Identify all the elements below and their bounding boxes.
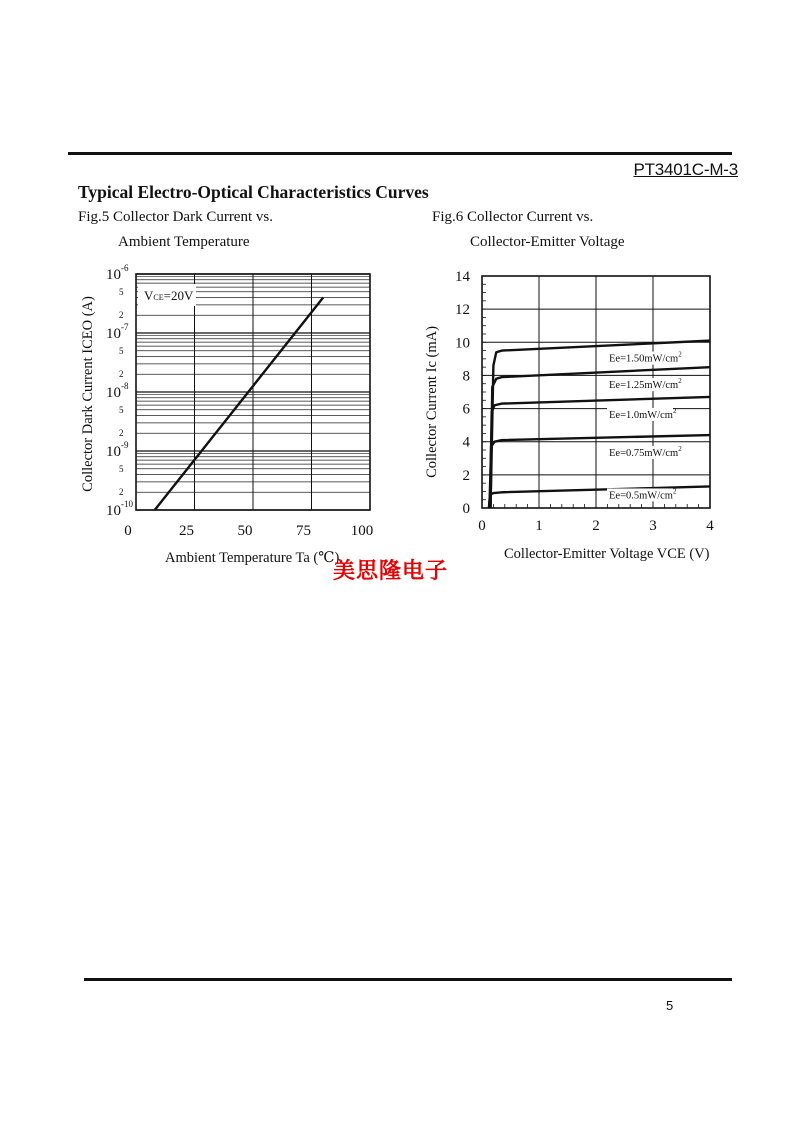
fig6-caption-line1: Fig.6 Collector Current vs. [432, 209, 594, 225]
fig6-series-label-exponent: 2 [678, 350, 682, 359]
fig5-y-minor-label: 2 [119, 428, 124, 439]
fig6-series-label [609, 487, 677, 501]
fig5-annotation-tail: =20V [163, 288, 194, 303]
section-title: Typical Electro-Optical Characteristics Curves [78, 182, 429, 202]
fig6-series-line [489, 486, 710, 508]
fig6-x-tick-label: 3 [649, 518, 657, 534]
fig6-x-axis-title: Collector-Emitter Voltage VCE (V) [504, 546, 710, 562]
fig5-y-decade-base: 10 [106, 503, 121, 519]
fig6-y-tick-label: 8 [462, 368, 470, 385]
fig6-y-tick-label: 2 [462, 467, 470, 484]
watermark-text: 美思隆电子 [333, 559, 449, 584]
fig6-series-label-exponent: 2 [672, 487, 677, 496]
fig5-y-decade-label [106, 499, 133, 519]
fig5-y-decade-label [106, 322, 129, 342]
fig6-series-label-text: Ee=1.50mW/cm [609, 353, 679, 365]
fig5-y-decade-base: 10 [106, 385, 121, 401]
fig6-series-label-text: Ee=0.5mW/cm [609, 490, 673, 502]
fig6-series-label-text: Ee=1.25mW/cm [609, 380, 679, 392]
fig6-y-tick-label: 6 [462, 401, 470, 418]
fig6-series-label [609, 377, 682, 391]
page-number: 5 [666, 998, 674, 1013]
fig5-y-decade-label [106, 263, 129, 283]
fig5-x-tick-label: 0 [124, 523, 132, 539]
fig5-chart [80, 263, 373, 566]
fig5-y-minor-label: 2 [119, 310, 124, 321]
fig6-x-tick-label: 1 [535, 518, 543, 534]
fig5-caption-line2: Ambient Temperature [118, 234, 250, 250]
fig6-y-tick-label: 12 [455, 302, 470, 319]
fig5-y-decade-exponent: -8 [121, 381, 129, 391]
fig5-y-decade-exponent: -6 [121, 263, 129, 273]
fig5-y-minor-label: 5 [119, 404, 124, 415]
fig5-y-minor-label: 2 [119, 487, 124, 498]
document-id: PT3401C-M-3 [633, 160, 738, 179]
fig5-x-tick-label: 50 [237, 523, 253, 539]
fig5-y-minor-label: 5 [119, 286, 124, 297]
fig5-y-decade-base: 10 [106, 444, 121, 460]
fig5-y-minor-label: 5 [119, 345, 124, 356]
fig6-series-line [489, 435, 710, 508]
fig6-series-label [609, 445, 682, 459]
fig6-series-label-text: Ee=0.75mW/cm [609, 448, 679, 460]
fig5-x-axis-title: Ambient Temperature Ta (℃) [165, 550, 340, 566]
fig6-series-label [609, 351, 682, 365]
fig5-y-decade-base: 10 [106, 267, 121, 283]
fig5-annotation [144, 288, 194, 303]
fig6-series-label-exponent: 2 [678, 377, 682, 386]
fig5-y-axis-title: Collector Dark Current ICEO (A) [80, 296, 96, 492]
fig5-y-decade-exponent: -10 [121, 499, 133, 509]
fig6-x-tick-label: 2 [592, 518, 600, 534]
fig6-series-label [609, 407, 677, 421]
fig5-annotation-main: V [144, 288, 154, 303]
fig6-series-label-exponent: 2 [678, 445, 682, 454]
fig5-x-tick-label: 100 [350, 523, 374, 539]
fig6-chart [424, 269, 714, 562]
fig6-series-label-exponent: 2 [672, 406, 677, 415]
fig5-annotation-subscript: CE [153, 293, 164, 302]
footer-rule [84, 978, 732, 981]
fig5-y-decade-label [106, 381, 129, 401]
fig6-caption-line2: Collector-Emitter Voltage [470, 234, 625, 250]
fig6-y-tick-label: 10 [455, 335, 470, 352]
fig6-x-tick-label: 4 [706, 518, 714, 534]
fig6-y-tick-label: 14 [455, 269, 470, 285]
fig6-x-tick-label: 0 [478, 518, 486, 534]
fig6-series-label-text: Ee=1.0mW/cm [609, 409, 673, 421]
fig5-y-decade-exponent: -9 [121, 440, 129, 450]
fig5-y-decade-exponent: -7 [121, 322, 129, 332]
fig6-y-axis-title: Collector Current Ic (mA) [424, 326, 440, 478]
fig5-y-decade-base: 10 [106, 326, 121, 342]
fig5-y-decade-label [106, 440, 129, 460]
fig5-x-tick-label: 25 [179, 523, 194, 539]
fig6-series-line [491, 341, 710, 508]
fig5-y-minor-label: 5 [119, 463, 124, 474]
fig5-caption-line1: Fig.5 Collector Dark Current vs. [78, 209, 273, 225]
fig6-y-tick-label: 4 [462, 434, 470, 451]
fig5-y-minor-label: 2 [119, 369, 124, 380]
fig6-y-tick-label: 0 [462, 501, 470, 517]
fig5-series-line [155, 297, 323, 510]
fig5-x-tick-label: 75 [296, 523, 311, 539]
